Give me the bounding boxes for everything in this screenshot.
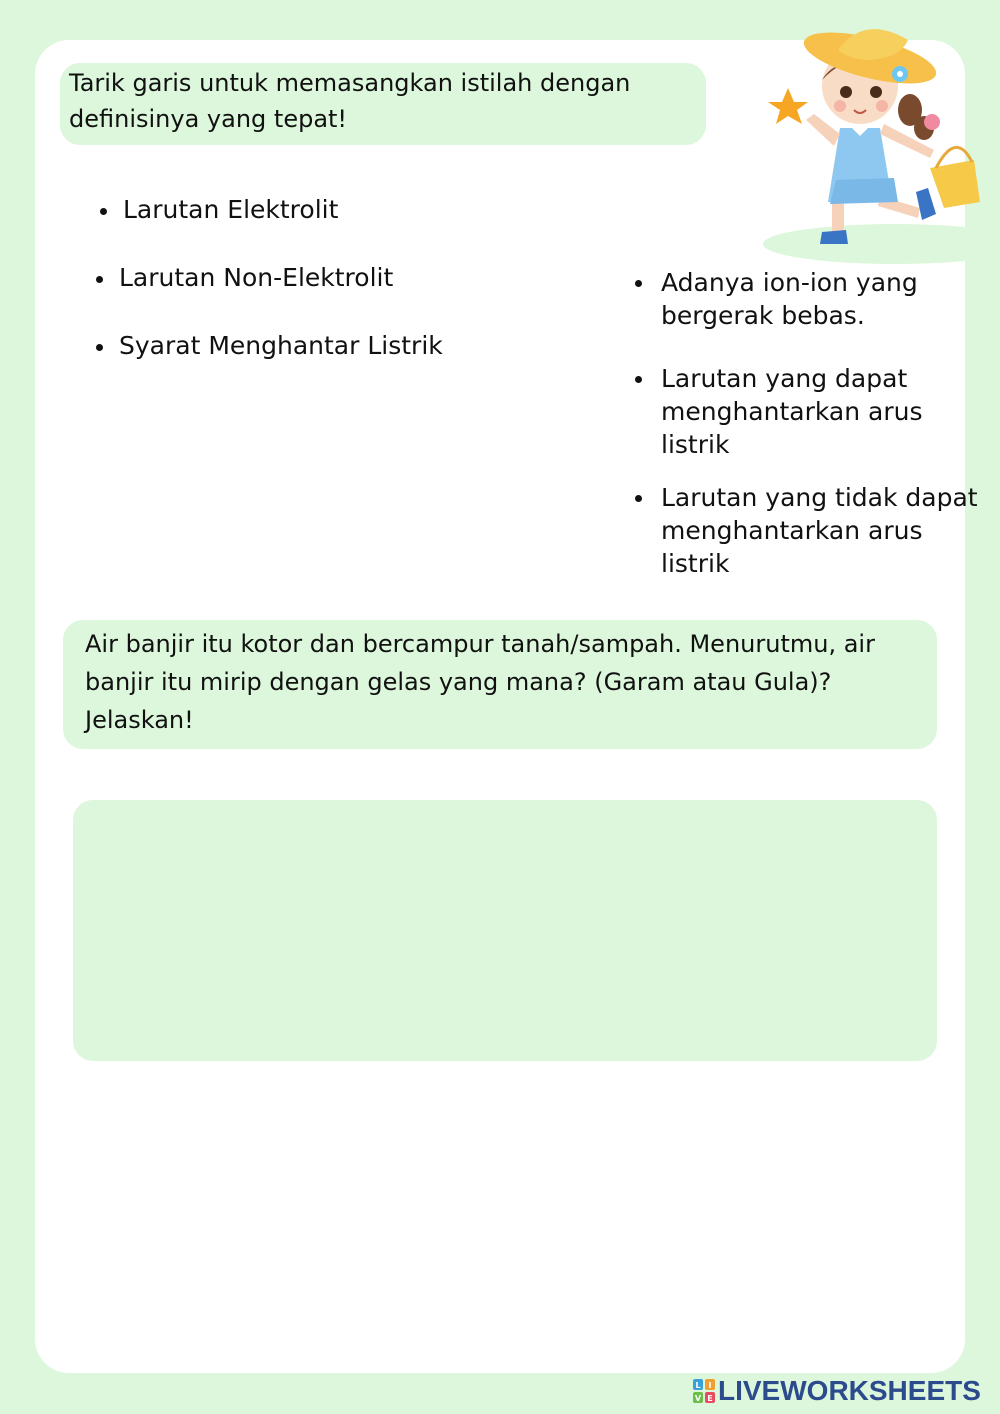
girl-illustration: [760, 10, 1000, 270]
instruction-text: Tarik garis untuk memasangkan istilah dengan definisinya yang tepat!: [69, 69, 631, 133]
term-item-2[interactable]: Larutan Non-Elektrolit: [90, 262, 393, 294]
liveworksheets-brand: LIVEWORKSHEETS: [718, 1375, 981, 1406]
liveworksheets-logo-icon: [693, 1379, 715, 1403]
definition-item-1[interactable]: Adanya ion-ion yang bergerak bebas.: [632, 266, 981, 332]
term-item-1[interactable]: Larutan Elektrolit: [94, 194, 338, 226]
term-item-3[interactable]: Syarat Menghantar Listrik: [90, 330, 443, 362]
definition-item-2[interactable]: Larutan yang dapat menghantarkan arus listrik: [632, 362, 981, 461]
definition-item-3[interactable]: Larutan yang tidak dapat menghantarkan arus listrik: [632, 481, 981, 580]
logo-letter-e: E: [707, 1394, 713, 1403]
logo-letter-l: L: [695, 1381, 701, 1390]
question-text: Air banjir itu kotor dan bercampur tanah/sampah. Menurutmu, air banjir itu mirip dengan gelas yang mana? (Garam atau Gula)? Jelaskan!: [85, 630, 875, 734]
answer-input[interactable]: [73, 800, 937, 1061]
question-box: [63, 620, 937, 749]
logo-letter-i: I: [708, 1381, 712, 1390]
logo-letter-v: V: [694, 1394, 702, 1403]
instruction-box: [60, 63, 706, 145]
liveworksheets-logo: [693, 1374, 981, 1408]
